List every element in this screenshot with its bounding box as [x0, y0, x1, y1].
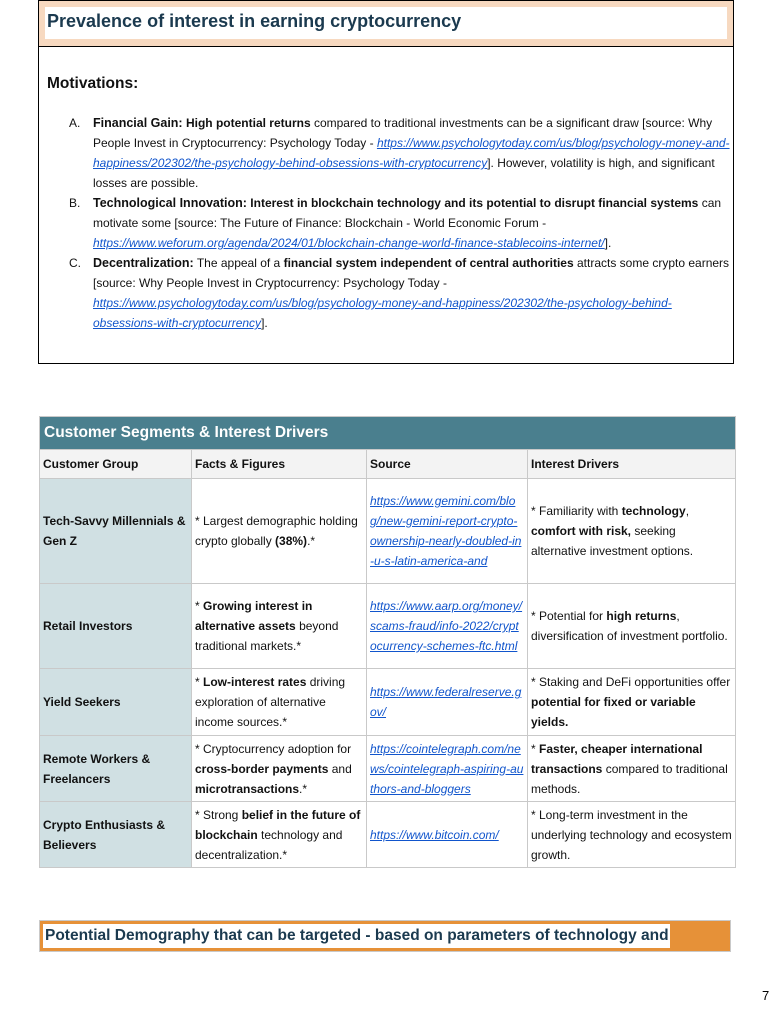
header-customer-group: Customer Group	[40, 450, 192, 479]
segment-name: Crypto Enthusiasts & Believers	[40, 802, 192, 868]
source-link[interactable]: https://www.federalreserve.gov/	[370, 685, 522, 719]
source-link[interactable]: https://www.psychologytoday.com/us/blog/psychology-money-and-happiness/202302/the-psychology-behind-obsessions-with-cryptocurrency	[93, 136, 730, 170]
facts-cell	[192, 802, 367, 868]
drivers-cell	[528, 584, 736, 669]
facts-cell	[192, 584, 367, 669]
facts-bold: microtransactions	[195, 781, 300, 796]
motivation-item	[67, 113, 731, 193]
facts-bold: (38%)	[275, 534, 308, 548]
source-link[interactable]: https://cointelegraph.com/news/cointelegraph-aspiring-authors-and-bloggers	[370, 741, 524, 796]
drivers-bold: technology	[621, 504, 686, 518]
source-cell	[367, 736, 528, 802]
motivation-text-end: ]. However, volatility is high, and significant losses are possible.	[93, 156, 715, 190]
facts-bold: Growing interest in alternative assets	[195, 599, 313, 633]
drivers-bold: potential for fixed or variable yields.	[531, 695, 696, 729]
motivation-text-end: ].	[261, 316, 268, 330]
header-facts: Facts & Figures	[192, 450, 367, 479]
source-link[interactable]: https://www.aarp.org/money/scams-fraud/info-2022/cryptocurrency-schemes-ftc.html	[370, 599, 523, 653]
table-row	[40, 584, 736, 669]
table-row	[40, 479, 736, 584]
facts-text: * Largest demographic holding crypto globally	[195, 514, 358, 548]
list-marker: C.	[69, 256, 81, 270]
facts-text: *	[195, 599, 204, 613]
drivers-bold: comfort with risk,	[531, 524, 632, 538]
motivation-lead: Technological Innovation:	[93, 196, 247, 210]
table-row	[40, 736, 736, 802]
facts-text: * Cryptocurrency adoption for	[195, 741, 352, 756]
facts-cell	[192, 736, 367, 802]
drivers-bold: high returns	[606, 609, 677, 623]
motivations-heading: Motivations:	[47, 75, 139, 92]
drivers-text: compared to traditional methods.	[531, 761, 728, 796]
drivers-text: *	[531, 741, 540, 756]
section-title: Prevalence of interest in earning cryptocurrency	[47, 11, 462, 31]
table-caption: Customer Segments & Interest Drivers	[40, 417, 736, 450]
motivations-list	[67, 113, 731, 333]
segment-name: Retail Investors	[40, 584, 192, 669]
facts-text: technology and decentralization.*	[195, 827, 343, 862]
facts-text: * Strong	[195, 807, 242, 822]
segment-name: Tech-Savvy Millennials & Gen Z	[40, 479, 192, 584]
facts-bold: Low-interest rates	[203, 675, 307, 689]
drivers-text: , diversification of investment portfolio.	[531, 609, 728, 643]
facts-bold: cross-border payments	[195, 761, 329, 776]
motivation-text-end: ].	[604, 236, 612, 250]
drivers-text: seeking alternative investment options.	[531, 524, 694, 558]
segment-name: Yield Seekers	[40, 669, 192, 736]
motivation-text: compared to traditional investments can be a significant draw [source: Why People Invest in Cryptocurrency: Psychology Today -	[93, 116, 713, 150]
source-link[interactable]: https://www.gemini.com/blog/new-gemini-report-crypto-ownership-nearly-doubled-in-u-s-latin-america-and	[370, 494, 522, 568]
section-title-band	[39, 1, 733, 47]
facts-bold: belief in the future of blockchain	[195, 807, 361, 842]
motivation-item	[67, 253, 731, 333]
facts-cell	[192, 669, 367, 736]
drivers-text: ,	[685, 504, 690, 518]
source-cell	[367, 584, 528, 669]
header-source: Source	[367, 450, 528, 479]
motivation-lead: Decentralization:	[93, 256, 194, 270]
source-cell	[367, 669, 528, 736]
facts-text: beyond traditional markets.*	[195, 619, 339, 653]
drivers-cell	[528, 669, 736, 736]
motivation-text: attracts some crypto earners [source: Why People Invest in Cryptocurrency: Psychology Today -	[93, 256, 730, 290]
motivation-bold: Interest in blockchain technology and its potential to disrupt financial systems	[250, 196, 699, 210]
source-cell	[367, 479, 528, 584]
list-marker: B.	[69, 196, 81, 210]
drivers-text: * Staking and DeFi opportunities offer	[531, 675, 731, 689]
table-caption-row	[40, 417, 736, 450]
motivation-bold: financial system independent of central authorities	[283, 256, 574, 270]
drivers-text: * Familiarity with	[531, 504, 622, 518]
drivers-text: * Long-term investment in the underlying technology and ecosystem growth.	[531, 807, 732, 862]
motivation-text: can motivate some [source: The Future of Finance: Blockchain - World Economic Forum -	[93, 196, 722, 230]
motivations-section	[38, 0, 734, 364]
facts-text: .*	[307, 534, 316, 548]
facts-cell	[192, 479, 367, 584]
source-link[interactable]: https://www.bitcoin.com/	[370, 827, 499, 842]
drivers-text: * Potential for	[531, 609, 607, 623]
drivers-cell	[528, 802, 736, 868]
customer-segments-table	[39, 416, 736, 868]
facts-text: and	[328, 761, 352, 776]
table-header-row	[40, 450, 736, 479]
drivers-bold: Faster, cheaper international transactions	[531, 741, 703, 776]
segment-name: Remote Workers & Freelancers	[40, 736, 192, 802]
list-marker: A.	[69, 116, 81, 130]
demography-section-band	[39, 920, 731, 952]
table-row	[40, 669, 736, 736]
header-drivers: Interest Drivers	[528, 450, 736, 479]
drivers-cell	[528, 736, 736, 802]
source-cell	[367, 802, 528, 868]
motivation-lead: Financial Gain:	[93, 116, 183, 130]
table-row	[40, 802, 736, 868]
demography-title: Potential Demography that can be targeted - based on parameters of technology and	[45, 927, 669, 944]
drivers-cell	[528, 479, 736, 584]
page-number: 7	[762, 988, 770, 1003]
motivation-text-start: The appeal of a	[193, 256, 284, 270]
source-link[interactable]: https://www.psychologytoday.com/us/blog/psychology-money-and-happiness/202302/the-psychology-behind-obsessions-with-cryptocurrency	[93, 296, 672, 330]
motivation-item	[67, 193, 731, 253]
motivation-bold: High potential returns	[185, 116, 311, 130]
source-link[interactable]: https://www.weforum.org/agenda/2024/01/blockchain-change-world-finance-stablecoins-internet/	[93, 236, 605, 250]
facts-text: .*	[299, 781, 308, 796]
section-title-box	[45, 7, 727, 39]
demography-title-box	[43, 924, 670, 948]
facts-text: driving exploration of alternative income sources.*	[195, 675, 346, 729]
facts-text: *	[195, 675, 204, 689]
